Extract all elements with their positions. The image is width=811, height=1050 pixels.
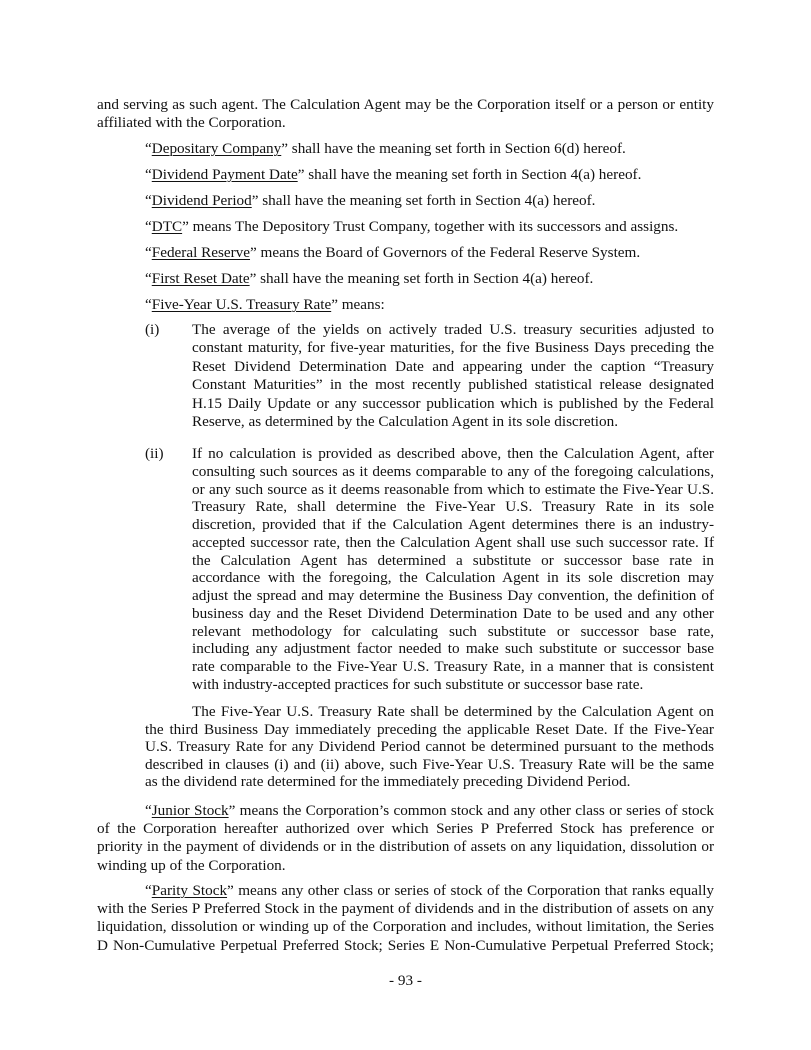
definition-text: ” shall have the meaning set forth in Section 4(a) hereof. xyxy=(297,166,642,183)
clause-line: H.15 Daily Update or any successor publication which is published by the Federal xyxy=(192,394,714,412)
open-quote: “ xyxy=(145,140,152,157)
open-quote: “ xyxy=(145,244,152,261)
paragraph-line: affiliated with the Corporation. xyxy=(97,114,286,131)
clause-label: (ii) xyxy=(145,445,164,462)
clause-line: If no calculation is provided as described above, then the Calculation Agent, after xyxy=(192,445,714,462)
clause-line: or any such source as it deems reasonable from which to estimate the Five-Year U.S. xyxy=(192,480,714,498)
definition-line xyxy=(145,270,593,288)
paragraph-line: priority in the payment of dividends or in the distribution of assets on any liquidation, dissolution or xyxy=(97,838,714,856)
open-quote: “ xyxy=(145,192,152,209)
paragraph-line: as the dividend rate determined for the immediately preceding Dividend Period. xyxy=(145,773,631,791)
open-quote: “ xyxy=(145,218,152,235)
clause-line: relevant methodology for calculating such substitute or successor base rate, xyxy=(192,622,714,640)
paragraph-line: with the Series P Preferred Stock in the payment of dividends and in the distribution of assets on any xyxy=(97,900,714,918)
paragraph-line: the third Business Day immediately preceding the applicable Reset Date. If the Five-Year xyxy=(145,720,714,738)
clause-line: business day and the Reset Dividend Determination Date to be used and any other xyxy=(192,604,714,622)
clause-line: discretion, provided that if the Calculation Agent determines there is an industry- xyxy=(192,516,714,533)
clause-line: rate comparable to the Five-Year U.S. Treasury Rate, in a manner that is consistent xyxy=(192,658,714,675)
definition-line xyxy=(145,140,626,158)
definition-text: ” shall have the meaning set forth in Section 4(a) hereof. xyxy=(251,192,596,209)
clause-label: (i) xyxy=(145,321,160,338)
defined-term: Five-Year U.S. Treasury Rate xyxy=(151,296,332,313)
definition-line xyxy=(145,192,595,210)
clause-line: Constant Maturities” in the most recently published statistical release designated xyxy=(192,376,714,394)
definition-line xyxy=(145,296,385,314)
open-quote: “ xyxy=(145,166,152,183)
clause-line: constant maturity, for five-year maturities, for the five Business Days preceding the xyxy=(192,339,714,357)
defined-term: Dividend Period xyxy=(151,192,252,209)
clause-line: Treasury Rate, shall determine the Five-Year U.S. Treasury Rate in its sole xyxy=(192,498,714,516)
defined-term: Depositary Company xyxy=(151,140,282,157)
clause-line: including any adjustment factor needed to make such substitute or successor base xyxy=(192,640,714,658)
clause-line: Reserve, as determined by the Calculation Agent in its sole discretion. xyxy=(192,413,618,430)
paragraph-line: D Non-Cumulative Perpetual Preferred Stock; Series E Non-Cumulative Perpetual Preferred Stock; xyxy=(97,936,714,954)
page-number: - 93 - xyxy=(389,972,422,989)
clause-line: Reset Dividend Determination Date and appearing under the caption “Treasury xyxy=(192,357,714,375)
clause-line: consulting such sources as it deems comparable to any of the foregoing calculations, xyxy=(192,462,714,480)
clause-line: adjust the spread and may determine the Business Day convention, the definition of xyxy=(192,587,714,604)
clause-line: accordance with the foregoing, the Calculation Agent in its sole discretion may xyxy=(192,569,714,587)
defined-term: Federal Reserve xyxy=(151,244,251,261)
paragraph-line: U.S. Treasury Rate for any Dividend Period cannot be determined pursuant to the methods xyxy=(145,738,714,756)
defined-term: First Reset Date xyxy=(151,270,250,287)
defined-term: Dividend Payment Date xyxy=(151,166,298,183)
paragraph-line: and serving as such agent. The Calculation Agent may be the Corporation itself or a person or entity xyxy=(97,96,714,113)
definition-line xyxy=(145,166,641,184)
open-quote: “ xyxy=(145,802,152,819)
open-quote: “ xyxy=(145,296,152,313)
definition-line xyxy=(145,802,714,820)
definition-text: ” shall have the meaning set forth in Section 4(a) hereof. xyxy=(249,270,594,287)
definition-text: ” shall have the meaning set forth in Section 6(d) hereof. xyxy=(281,140,626,157)
definition-text: ” means the Corporation’s common stock and any other class or series of stock xyxy=(228,802,714,819)
definition-text: ” means the Board of Governors of the Federal Reserve System. xyxy=(250,244,641,261)
open-quote: “ xyxy=(145,882,152,899)
definition-text: ” means any other class or series of stock of the Corporation that ranks equally xyxy=(227,882,715,899)
definition-text: ” means: xyxy=(331,296,385,313)
paragraph-line: described in clauses (i) and (ii) above, such Five-Year U.S. Treasury Rate will be the same xyxy=(145,755,714,773)
paragraph-line: of the Corporation hereafter authorized over which Series P Preferred Stock has preference or xyxy=(97,820,714,838)
defined-term: Parity Stock xyxy=(151,882,228,899)
defined-term: Junior Stock xyxy=(151,802,229,819)
paragraph-line: winding up of the Corporation. xyxy=(97,856,286,874)
clause-line: with industry-accepted practices for such substitute or successor base rate. xyxy=(192,675,644,693)
definition-text: ” means The Depository Trust Company, together with its successors and assigns. xyxy=(182,218,679,235)
definition-line xyxy=(145,244,640,262)
paragraph-line: The Five-Year U.S. Treasury Rate shall be determined by the Calculation Agent on xyxy=(192,703,714,720)
defined-term: DTC xyxy=(151,218,183,235)
definition-line xyxy=(145,882,714,900)
open-quote: “ xyxy=(145,270,152,287)
clause-line: accepted successor rate, then the Calculation Agent shall use such successor rate. If xyxy=(192,533,714,551)
definition-line xyxy=(145,218,678,236)
clause-line: The average of the yields on actively traded U.S. treasury securities adjusted to xyxy=(192,321,714,338)
clause-line: the Calculation Agent has determined a substitute or successor base rate in xyxy=(192,551,714,569)
paragraph-line: liquidation, dissolution or winding up of the Corporation and includes, without limitation, the Series xyxy=(97,918,714,936)
